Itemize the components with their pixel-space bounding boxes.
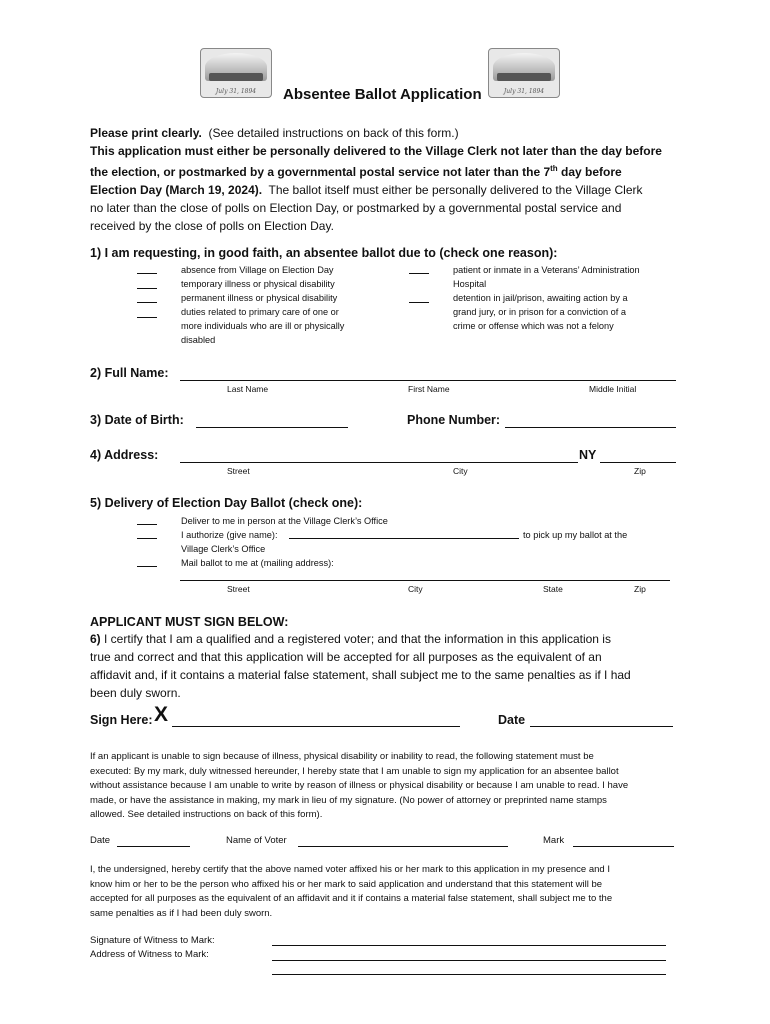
delivery-checkbox-mail[interactable] <box>137 566 157 567</box>
witness-certification-text: I, the undersigned, hereby certify that the above named voter affixed his or her mark to this application in my presence and I know him or her to be the person who affixed his or her mark to said application and understand that this statement will be accepted for all purposes as the equivalent of an affidavit and it if contains a material false statement, shall subject me to the same penalties as if I had been duly sworn. <box>90 864 613 919</box>
mark-date-field[interactable] <box>117 846 190 847</box>
delivery-heading: 5) Delivery of Election Day Ballot (check one): <box>90 496 363 510</box>
mailing-address-field[interactable] <box>180 580 670 581</box>
address-label: 4) Address: <box>90 448 159 462</box>
intro-paragraph: Please print clearly. (See detailed instructions on back of this form.) This application must either be personally delivered to the Village Clerk not later than the day before the election, or postmarked by a governmental postal service not later than the 7th day before Election Day (March 19, 2024). The ballot itself must either be personally delivered to the Village Clerk no later than the close of polls on Election Day, or postmarked by a governmental postal service and received by the close of polls on Election Day. <box>90 126 662 233</box>
reason-checkbox-veterans-hospital[interactable] <box>409 273 429 274</box>
witness-address-field-1[interactable] <box>272 960 666 961</box>
reason-checkbox-absence[interactable] <box>137 273 157 274</box>
reasons-left-list: absence from Village on Election Day temporary illness or physical disability permanent illness or physical disability duties related to primary care of one or more individuals who are ill or physically disabled <box>181 265 345 345</box>
signature-field[interactable] <box>172 726 460 727</box>
reason-checkbox-primary-care[interactable] <box>137 317 157 318</box>
reasons-heading: 1) I am requesting, in good faith, an absentee ballot due to (check one reason): <box>90 246 558 260</box>
print-clearly: Please print clearly. <box>90 126 202 140</box>
sign-here-label: Sign Here: <box>90 713 153 727</box>
voter-name-field[interactable] <box>298 846 508 847</box>
seal-date: July 31, 1894 <box>215 88 257 95</box>
witness-signature-label: Signature of Witness to Mark: <box>90 935 215 946</box>
page-title: Absentee Ballot Application <box>283 86 482 103</box>
witness-address-field-2[interactable] <box>272 974 666 975</box>
mark-date-label: Date <box>90 835 111 846</box>
phone-field[interactable] <box>505 427 676 428</box>
witness-signature-field[interactable] <box>272 945 666 946</box>
reason-checkbox-permanent-illness[interactable] <box>137 302 157 303</box>
address-zip-field[interactable] <box>600 462 676 463</box>
reasons-right-list: patient or inmate in a Veterans’ Administration Hospital detention in jail/prison, awaiting action by a grand jury, or in prison for a conviction of a crime or offense which was not a felony <box>453 265 640 331</box>
authorized-name-field[interactable] <box>289 538 519 539</box>
certification-text: 6) I certify that I am a qualified and a registered voter; and that the information in this application is true and correct and that this application will be accepted for all purposes as the equivalent of an affidavit and, if it contains a material false statement, shall subject me to the same penalties as if I had been duly sworn. <box>90 632 631 700</box>
mark-label: Mark <box>543 835 565 846</box>
delivery-checkbox-authorize[interactable] <box>137 538 157 539</box>
village-seal-logo-right <box>488 48 560 98</box>
sign-x-mark: X <box>154 703 169 726</box>
dob-label: 3) Date of Birth: <box>90 413 184 427</box>
reason-checkbox-temporary-illness[interactable] <box>137 288 157 289</box>
delivery-checkbox-in-person[interactable] <box>137 524 157 525</box>
address-state: NY <box>579 448 597 462</box>
sign-date-label: Date <box>498 713 526 727</box>
mark-field[interactable] <box>573 846 674 847</box>
reason-checkbox-detention[interactable] <box>409 302 429 303</box>
witness-address-label: Address of Witness to Mark: <box>90 949 209 960</box>
full-name-field[interactable] <box>180 380 676 381</box>
address-field[interactable] <box>180 462 578 463</box>
dob-field[interactable] <box>196 427 348 428</box>
village-seal-logo-left <box>200 48 272 98</box>
voter-name-label: Name of Voter <box>226 835 287 846</box>
sign-heading: APPLICANT MUST SIGN BELOW: <box>90 615 289 629</box>
sign-date-field[interactable] <box>530 726 673 727</box>
unable-to-sign-text: If an applicant is unable to sign because of illness, physical disability or inability to read, the following statement must be executed: By my mark, duly witnessed hereunder, I hereby state that I am unable to sign my application for an absentee ballot without assistance because I am unable to write by reason of illness or physical disability or because I am unable to read. I have made, or have the assistance in making, my mark in lieu of my signature. (No power of attorney or preprinted name stamps allowed. See detailed instructions on back of this form). <box>90 751 629 820</box>
election-day: Election Day (March 19, 2024). <box>90 183 263 197</box>
seal-date: July 31, 1894 <box>503 88 545 95</box>
phone-label: Phone Number: <box>407 413 501 427</box>
full-name-label: 2) Full Name: <box>90 366 169 380</box>
